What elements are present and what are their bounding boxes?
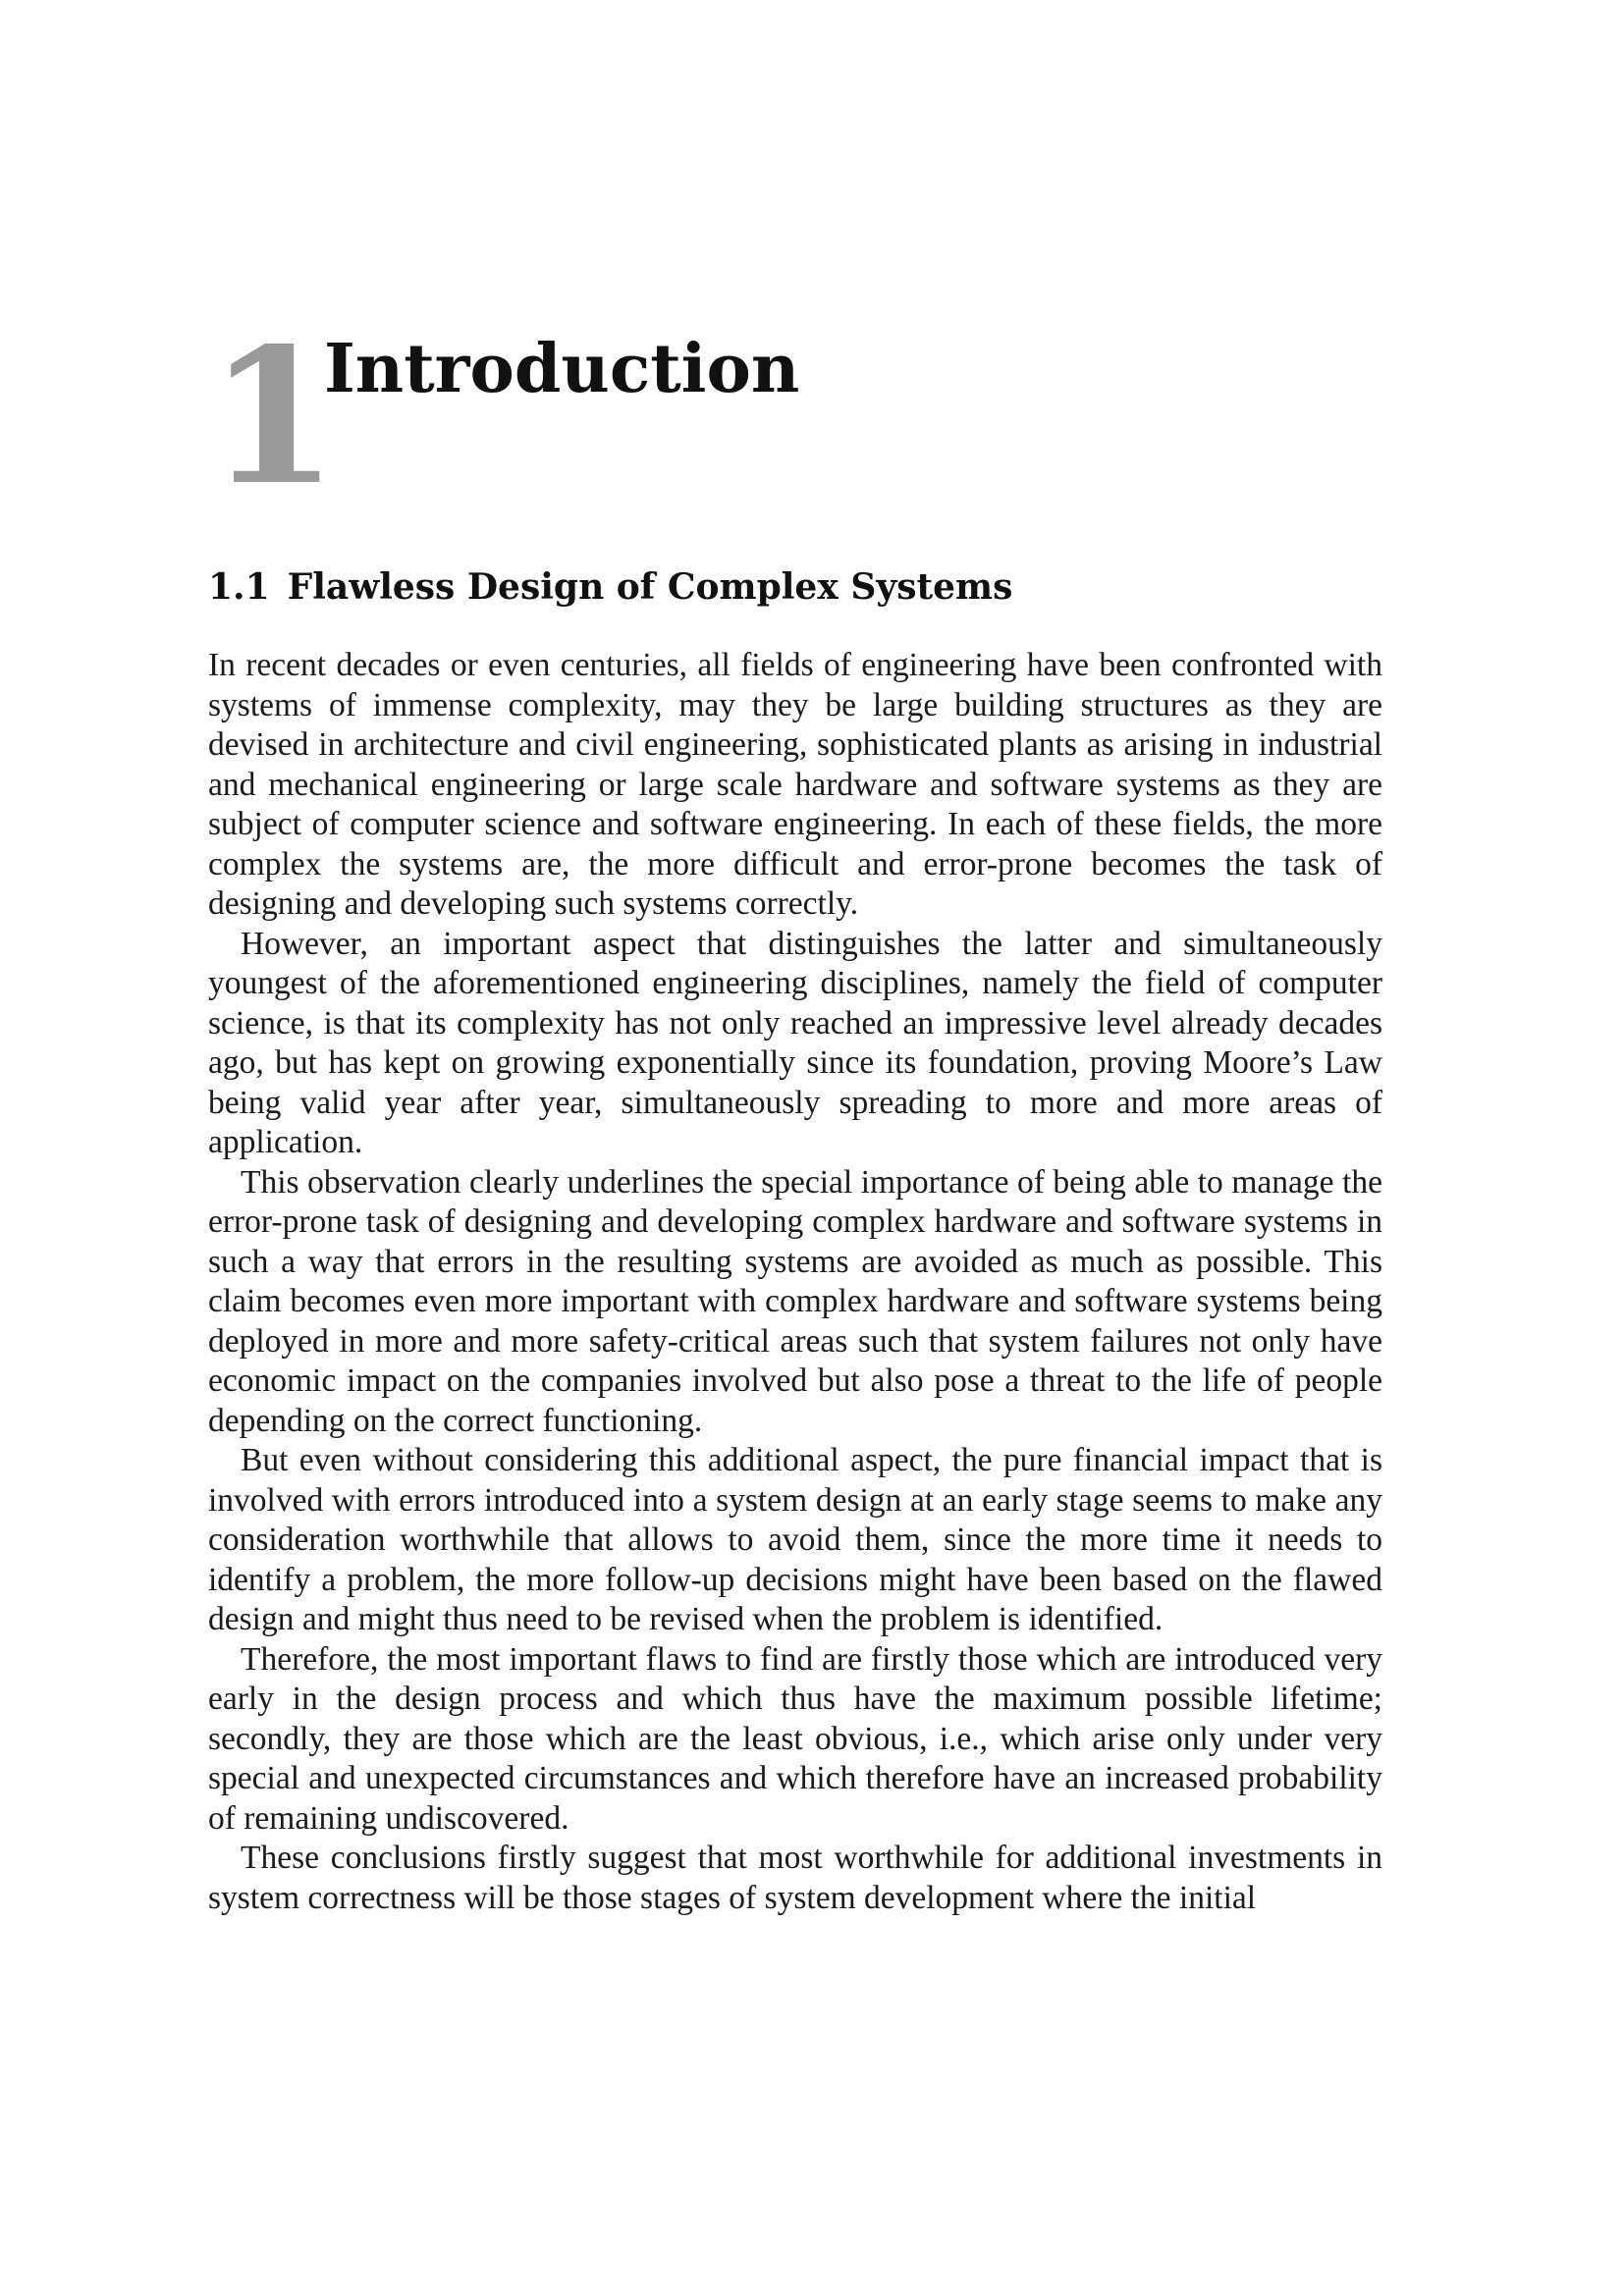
paragraph-3: This observation clearly underlines the special importance of being able to manage the error-prone task of designing and developing complex hardware and software systems in such a way that errors in the resulting systems are avoided as much as possible. This claim becomes even more important with complex hardware and software systems being deployed in more and more safety-critical areas such that system failures not only have economic impact on the companies involved but also pose a threat to the life of people depending on the correct functioning. — [208, 1163, 1382, 1439]
body-text — [208, 646, 1382, 1918]
paragraph-6: These conclusions firstly suggest that most worthwhile for additional investments in system correctness will be those stages of system development where the initial — [208, 1840, 1382, 1916]
paragraph-2: However, an important aspect that distinguishes the latter and simultaneously youngest of the aforementioned engineering disciplines, namely the field of computer science, is that its complexity has not only reached an impressive level already decades ago, but has kept on growing exponentially since its foundation, proving Moore’s Law being valid year after year, simultaneously spreading to more and more areas of application. — [208, 925, 1382, 1160]
chapter-header — [208, 307, 1386, 526]
section-number: 1.1 — [208, 566, 270, 608]
paragraph-5: Therefore, the most important flaws to find are firstly those which are introduced very early in the design process and which thus have the maximum possible lifetime; secondly, they are those which are the least obvious, i.e., which arise only under very special and unexpected circumstances and which therefore have an increased probability of remaining undiscovered. — [208, 1640, 1382, 1837]
paragraph-4: But even without considering this additional aspect, the pure financial impact that is involved with errors introduced into a system design at an early stage seems to make any consideration worthwhile that allows to avoid them, since the more time it needs to identify a problem, the more follow-up decisions might have been based on the flawed design and might thus need to be revised when the problem is identified. — [208, 1442, 1382, 1637]
paragraph-1: In recent decades or even centuries, all fields of engineering have been confronted with systems of immense complexity, may they be large building structures as they are devised in architecture and civil engineering, sophisticated plants as arising in industrial and mechanical engineering or large scale hardware and software systems as they are subject of computer science and software engineering. In each of these fields, the more complex the systems are, the more difficult and error-prone becomes the task of designing and developing such systems correctly. — [208, 647, 1382, 922]
chapter-title: Introduction — [324, 330, 800, 408]
chapter-number: 1 — [208, 307, 339, 526]
section-title: Flawless Design of Complex Systems — [287, 566, 1013, 608]
section-heading — [208, 566, 1013, 608]
